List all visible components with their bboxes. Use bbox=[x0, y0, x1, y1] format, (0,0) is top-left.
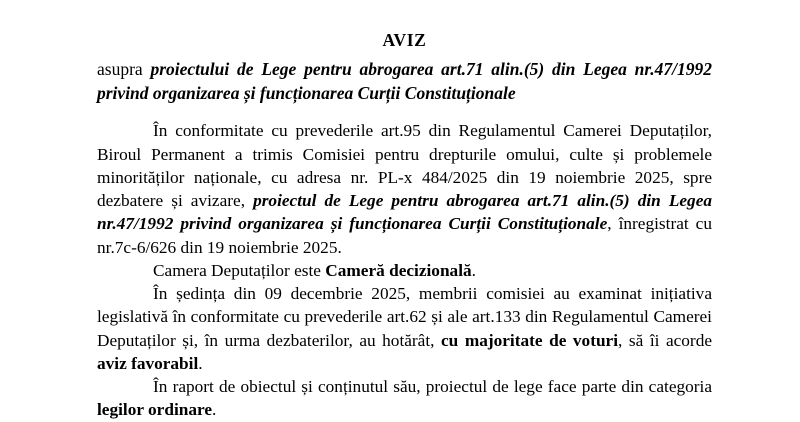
paragraph-decisional-chamber-emphasis-1: Cameră decizională bbox=[325, 260, 472, 280]
page-title: AVIZ bbox=[382, 30, 427, 50]
paragraph-committee-session-run-2: , să îi acorde bbox=[618, 330, 713, 350]
subtitle-lead: asupra bbox=[97, 58, 151, 79]
paragraph-committee-session-run-4: . bbox=[198, 353, 203, 373]
paragraph-decisional-chamber-run-0: Camera Deputaților este bbox=[153, 260, 326, 280]
paragraph-committee-session-emphasis-3: aviz favorabil bbox=[97, 353, 199, 373]
paragraph-law-category-emphasis-1: legilor ordinare bbox=[97, 400, 213, 420]
paragraph-decisional-chamber bbox=[97, 259, 712, 282]
paragraph-committee-session-emphasis-1: cu majoritate de voturi bbox=[441, 330, 619, 350]
document-body bbox=[97, 119, 712, 421]
paragraph-referral-run-2: , înregistrat cu nr.7c-6/626 din 19 noiembrie 2025. bbox=[97, 214, 712, 257]
paragraph-referral bbox=[97, 119, 712, 259]
subtitle-emphasis: proiectului de Lege pentru abrogarea art.71 alin.(5) din Legea nr.47/1992 privind organizarea și funcționarea Curții Constituționale bbox=[97, 58, 712, 103]
paragraph-referral-emphasis-1: proiectul de Lege pentru abrogarea art.71 alin.(5) din Legea nr.47/1992 privind organizarea și funcționarea Curții Constituționale bbox=[97, 191, 713, 234]
paragraph-committee-session-run-0: În ședința din 09 decembrie 2025, membrii comisiei au examinat inițiativa legislativă în conformitate cu prevederile art.62 și ale art.133 din Regulamentul Camerei Deputaților și, în urma dezbaterilor, au hotărât, bbox=[97, 284, 712, 350]
paragraph-committee-session bbox=[97, 282, 712, 375]
paragraph-decisional-chamber-run-2: . bbox=[471, 260, 476, 280]
paragraph-law-category-run-0: În raport de obiectul și conținutul său, proiectul de lege face parte din categoria bbox=[153, 377, 712, 397]
paragraph-law-category bbox=[97, 375, 712, 422]
document-subtitle bbox=[97, 58, 712, 106]
paragraph-referral-run-0: În conformitate cu prevederile art.95 din Regulamentul Camerei Deputaților, Biroul Permanent a trimis Comisiei pentru drepturile omului, culte și problemele minorităților naționale, cu adresa nr. PL-x 484/2025 din 19 noiembrie 2025, spre dezbatere și avizare, bbox=[97, 121, 712, 211]
paragraph-law-category-run-2: . bbox=[212, 400, 217, 420]
